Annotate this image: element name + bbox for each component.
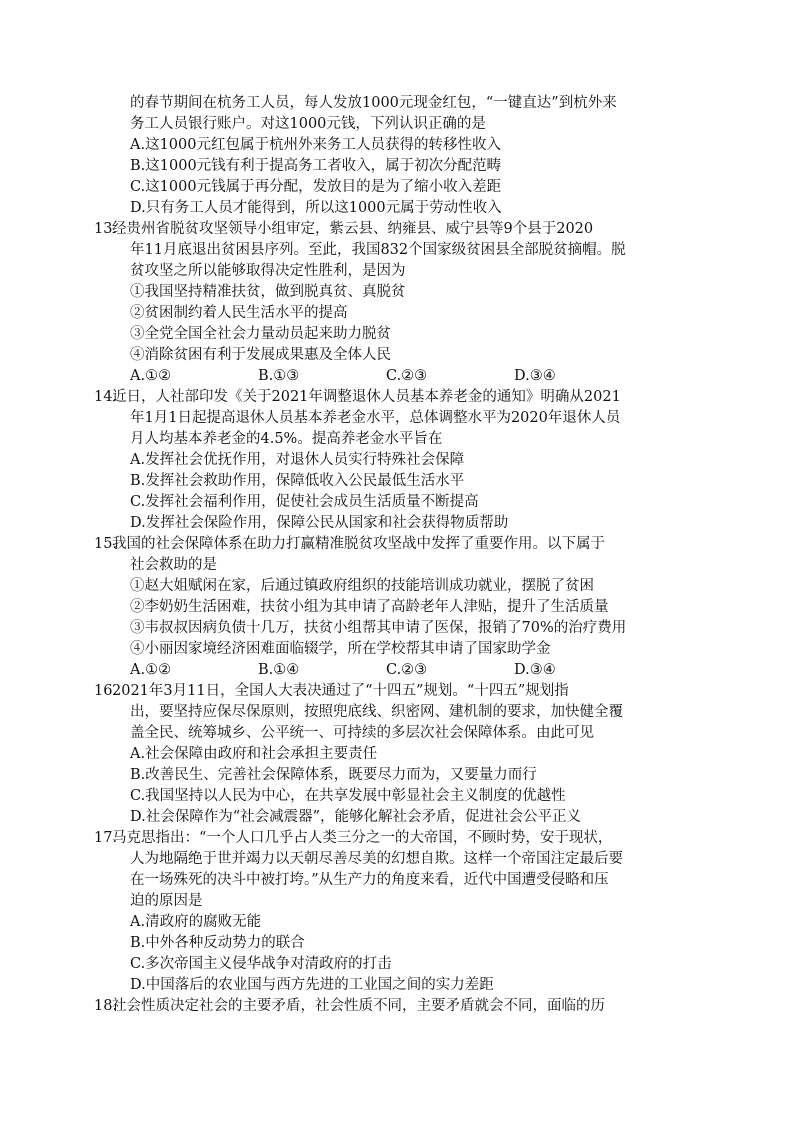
question-text-line: 在一场殊死的决斗中被打垮。”从生产力的角度来看，近代中国遭受侵略和压 bbox=[130, 872, 609, 888]
statement-4: ④小丽因家境经济困难面临辍学，所在学校帮其申请了国家助学金 bbox=[130, 641, 551, 657]
question-text-line: 社会性质决定社会的主要矛盾，社会性质不同，主要矛盾就会不同，面临的历 bbox=[112, 998, 605, 1014]
option-c: C.多次帝国主义侵华战争对清政府的打击 bbox=[130, 956, 392, 972]
option-c: C.发挥社会福利作用，促使社会成员生活质量不断提高 bbox=[130, 494, 479, 510]
question-text-line: 迫的原因是 bbox=[130, 893, 203, 909]
option-b: B.改善民生、完善社会保障体系，既要尽力而为，又要量力而行 bbox=[130, 767, 537, 783]
question-number: 14. bbox=[94, 389, 118, 405]
choice-b: B.①③ bbox=[258, 368, 300, 384]
question-15 bbox=[94, 534, 682, 681]
question-text-line: 出，要坚持应保尽保原则，按照兜底线、织密网、建机制的要求，加快健全覆 bbox=[130, 704, 623, 720]
choice-d: D.③④ bbox=[514, 662, 556, 678]
question-text-line: 马克思指出：“一个人口几乎占人类三分之一的大帝国，不顾时势，安于现状， bbox=[112, 830, 613, 846]
statement-2: ②贫困制约着人民生活水平的提高 bbox=[130, 305, 348, 321]
question-text-line: 社会救助的是 bbox=[130, 557, 217, 573]
option-a: A.发挥社会优抚作用，对退休人员实行特殊社会保障 bbox=[130, 452, 465, 468]
question-number: 18. bbox=[94, 998, 118, 1014]
question-text-line: 盖全民、统筹城乡、公平统一、可持续的多层次社会保障体系。由此可见 bbox=[130, 725, 594, 741]
question-number: 16. bbox=[94, 683, 118, 699]
statement-1: ①我国坚持精准扶贫，做到脱真贫、真脱贫 bbox=[130, 284, 406, 300]
question-text-line: 的春节期间在杭务工人员，每人发放1000元现金红包，“一键直达”到杭外来 bbox=[130, 95, 617, 111]
statement-3: ③韦叔叔因病负债十几万，扶贫小组帮其申请了医保，报销了70%的治疗费用 bbox=[130, 620, 627, 636]
statement-1: ①赵大姐赋闲在家，后通过镇政府组织的技能培训成功就业，摆脱了贫困 bbox=[130, 578, 594, 594]
choice-row bbox=[112, 660, 682, 681]
option-d: D.发挥社会保险作用，保障公民从国家和社会获得物质帮助 bbox=[130, 515, 509, 531]
question-17 bbox=[94, 828, 682, 996]
statement-3: ③全党全国全社会力量动员起来助力脱贫 bbox=[130, 326, 391, 342]
question-number: 15. bbox=[94, 536, 118, 552]
option-b: B.发挥社会救助作用，保障低收入公民最低生活水平 bbox=[130, 473, 465, 489]
question-text-line: 我国的社会保障体系在助力打赢精准脱贫攻坚战中发挥了重要作用。以下属于 bbox=[112, 536, 605, 552]
option-c: C.我国坚持以人民为中心，在共享发展中彰显社会主义制度的优越性 bbox=[130, 788, 566, 804]
question-text-line: 年11月底退出贫困县序列。至此，我国832个国家级贫困县全部脱贫摘帽。脱 bbox=[130, 242, 626, 258]
choice-c: C.②③ bbox=[386, 662, 428, 678]
question-number: 17. bbox=[94, 830, 118, 846]
question-18 bbox=[94, 996, 682, 1017]
question-12 bbox=[112, 93, 682, 219]
choice-row bbox=[112, 366, 682, 387]
statement-4: ④消除贫困有利于发展成果惠及全体人民 bbox=[130, 347, 391, 363]
option-c: C.这1000元钱属于再分配，发放目的是为了缩小收入差距 bbox=[130, 179, 502, 195]
question-text-line: 年1月1日起提高退休人员基本养老金水平，总体调整水平为2020年退休人员 bbox=[130, 410, 621, 426]
option-d: D.只有务工人员才能得到，所以这1000元属于劳动性收入 bbox=[130, 200, 502, 216]
choice-b: B.①④ bbox=[258, 662, 300, 678]
option-b: B.中外各种反动势力的联合 bbox=[130, 935, 305, 951]
option-a: A.这1000元红包属于杭州外来务工人员获得的转移性收入 bbox=[130, 137, 501, 153]
page-content bbox=[94, 93, 682, 1017]
question-13 bbox=[94, 219, 682, 387]
question-text-line: 月人均基本养老金的4.5%。提高养老金水平旨在 bbox=[130, 431, 443, 447]
question-16 bbox=[94, 681, 682, 828]
option-b: B.这1000元钱有利于提高务工者收入，属于初次分配范畴 bbox=[130, 158, 502, 174]
statement-2: ②李奶奶生活困难，扶贫小组为其申请了高龄老年人津贴，提升了生活质量 bbox=[130, 599, 609, 615]
choice-c: C.②③ bbox=[386, 368, 428, 384]
option-d: D.社会保障作为“社会减震器”，能够化解社会矛盾，促进社会公平正义 bbox=[130, 809, 582, 825]
question-number: 13. bbox=[94, 221, 118, 237]
question-text-line: 经贵州省脱贫攻坚领导小组审定，紫云县、纳雍县、威宁县等9个县于2020 bbox=[112, 221, 594, 237]
option-d: D.中国落后的农业国与西方先进的工业国之间的实力差距 bbox=[130, 977, 494, 993]
choice-a: A.①② bbox=[130, 368, 172, 384]
question-text-line: 近日，人社部印发《关于2021年调整退休人员基本养老金的通知》明确从2021 bbox=[112, 389, 621, 405]
question-text-line: 务工人员银行账户。对这1000元钱，下列认识正确的是 bbox=[130, 116, 486, 132]
option-a: A.社会保障由政府和社会承担主要责任 bbox=[130, 746, 378, 762]
choice-d: D.③④ bbox=[514, 368, 556, 384]
question-14 bbox=[94, 387, 682, 534]
question-text-line: 人为地隔绝于世并竭力以天朝尽善尽美的幻想自欺。这样一个帝国注定最后要 bbox=[130, 851, 623, 867]
option-a: A.清政府的腐败无能 bbox=[130, 914, 262, 930]
choice-a: A.①② bbox=[130, 662, 172, 678]
question-text-line: 贫攻坚之所以能够取得决定性胜利，是因为 bbox=[130, 263, 406, 279]
question-text-line: 2021年3月11日，全国人大表决通过了“十四五”规划。“十四五”规划指 bbox=[112, 683, 569, 699]
